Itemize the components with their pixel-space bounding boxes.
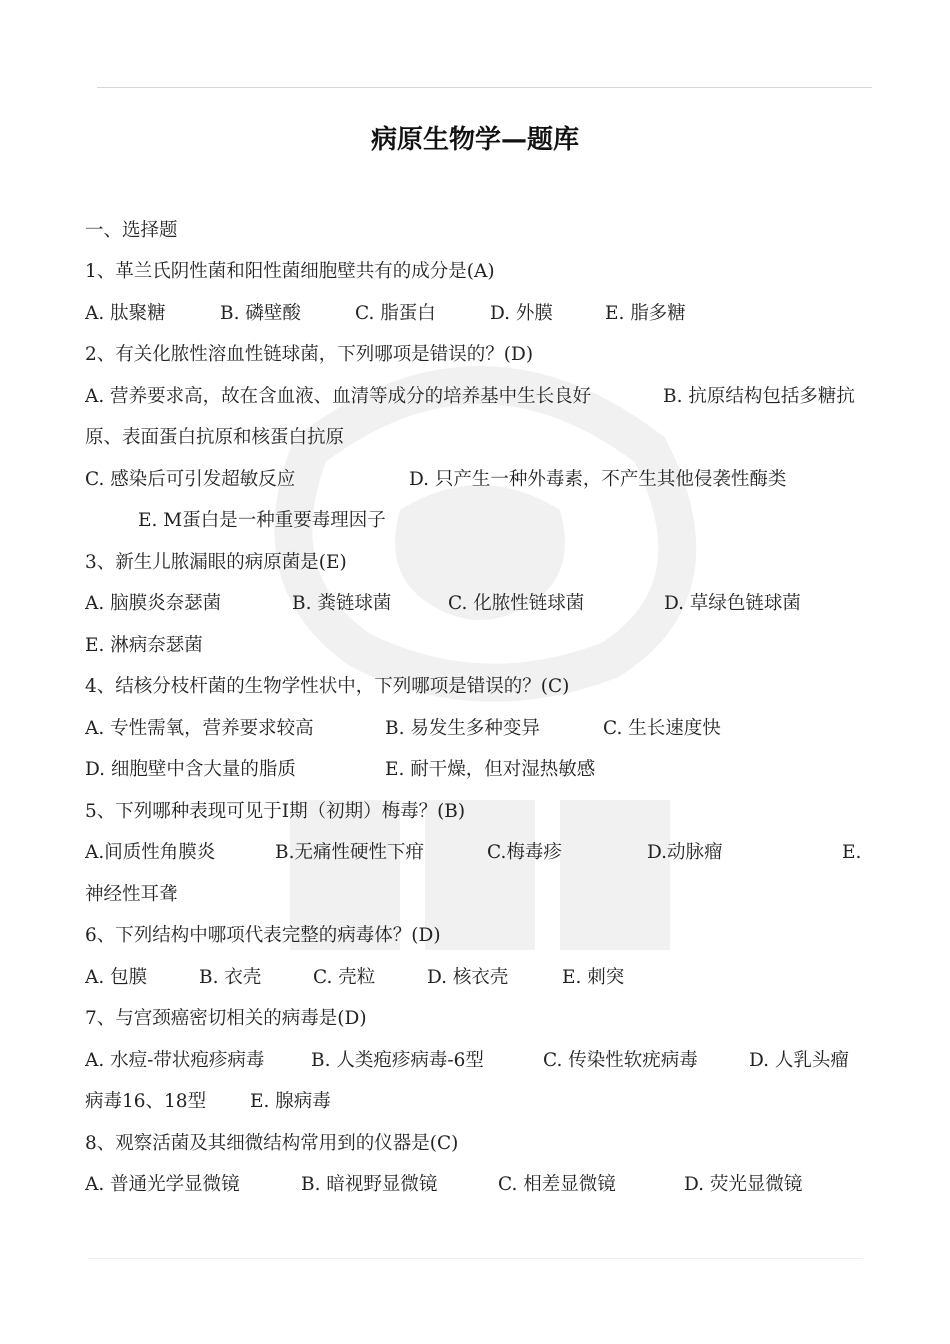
options-line (85, 299, 885, 341)
option: D. 核衣壳 (427, 966, 509, 988)
option: C. 生长速度快 (603, 717, 721, 739)
options-line (85, 838, 885, 880)
question-stem: 1、革兰氏阴性菌和阳性菌细胞壁共有的成分是(A) (85, 261, 495, 282)
options-line (85, 382, 885, 424)
options-line (85, 1087, 885, 1129)
option: C. 相差显微镜 (498, 1174, 616, 1195)
option: A. 脑膜炎奈瑟菌 (85, 593, 222, 614)
option: C. 化脓性链球菌 (448, 593, 585, 614)
option: A. 肽聚糖 (85, 302, 166, 324)
option-continuation: 原、表面蛋白抗原和核蛋白抗原 (85, 427, 345, 448)
option: D. 外膜 (490, 302, 553, 324)
options-line (85, 714, 885, 756)
option: D. 只产生一种外毒素，不产生其他侵袭性酶类 (409, 468, 787, 490)
options-line (85, 1046, 885, 1088)
option: B. 抗原结构包括多糖抗 (663, 385, 855, 407)
option: E. 淋病奈瑟菌 (85, 634, 203, 656)
option: A. 包膜 (85, 966, 148, 988)
section-heading: 一、选择题 (85, 220, 178, 241)
option: B.无痛性硬性下疳 (275, 842, 424, 863)
options-line (85, 589, 885, 631)
option: D. 草绿色链球菌 (664, 593, 801, 614)
question-stem: 6、下列结构中哪项代表完整的病毒体？(D) (85, 925, 441, 946)
option: B. 易发生多种变异 (385, 717, 540, 739)
options-line (85, 1170, 885, 1212)
option: A. 水痘-带状疱疹病毒 (85, 1049, 265, 1071)
option: C.梅毒疹 (487, 842, 562, 863)
option: A. 专性需氧，营养要求较高 (85, 717, 314, 739)
option: C. 壳粒 (313, 966, 376, 988)
option: E. 耐干燥，但对湿热敏感 (385, 759, 596, 780)
option: B. 粪链球菌 (292, 593, 392, 614)
option: C. 脂蛋白 (355, 302, 436, 324)
footer-rule (88, 1258, 863, 1259)
option: E. 腺病毒 (250, 1091, 331, 1112)
option: C. 感染后可引发超敏反应 (85, 468, 296, 490)
option: A. 营养要求高，故在含血液、血清等成分的培养基中生长良好 (85, 385, 592, 407)
question-stem: 3、新生儿脓漏眼的病原菌是(E) (85, 551, 347, 573)
option: B. 磷壁酸 (220, 302, 301, 324)
option: C. 传染性软疣病毒 (543, 1049, 698, 1071)
option: D. 荧光显微镜 (684, 1174, 803, 1195)
option: D.动脉瘤 (647, 842, 723, 863)
options-line (85, 963, 885, 1005)
document-title: 病原生物学—题库 (370, 125, 579, 155)
option-continuation: 神经性耳聋 (85, 883, 178, 905)
question-list (85, 216, 885, 1212)
option: B. 暗视野显微镜 (301, 1174, 438, 1195)
option: B. 衣壳 (199, 966, 262, 988)
options-line (85, 755, 885, 797)
option: A. 普通光学显微镜 (85, 1174, 240, 1195)
option: E. 刺突 (562, 966, 625, 988)
option: E. M蛋白是一种重要毒理因子 (138, 510, 386, 531)
option: B. 人类疱疹病毒-6型 (311, 1049, 484, 1071)
option: A.间质性角膜炎 (85, 842, 216, 863)
options-line (85, 465, 885, 507)
question-stem: 5、下列哪种表现可见于Ⅰ期（初期）梅毒？(B) (85, 800, 466, 822)
header-rule (97, 87, 872, 88)
question-stem: 4、结核分枝杆菌的生物学性状中，下列哪项是错误的？(C) (85, 676, 570, 697)
option: D. 细胞壁中含大量的脂质 (85, 759, 296, 780)
question-stem: 2、有关化脓性溶血性链球菌，下列哪项是错误的？(D) (85, 344, 534, 365)
question-stem: 7、与宫颈癌密切相关的病毒是(D) (85, 1008, 367, 1029)
question-stem: 8、观察活菌及其细微结构常用到的仪器是(C) (85, 1132, 459, 1154)
option: E. (842, 842, 862, 863)
option-continuation: 病毒16、18型 (85, 1091, 207, 1112)
option: D. 人乳头瘤 (749, 1049, 849, 1071)
option: E. 脂多糖 (605, 302, 686, 324)
